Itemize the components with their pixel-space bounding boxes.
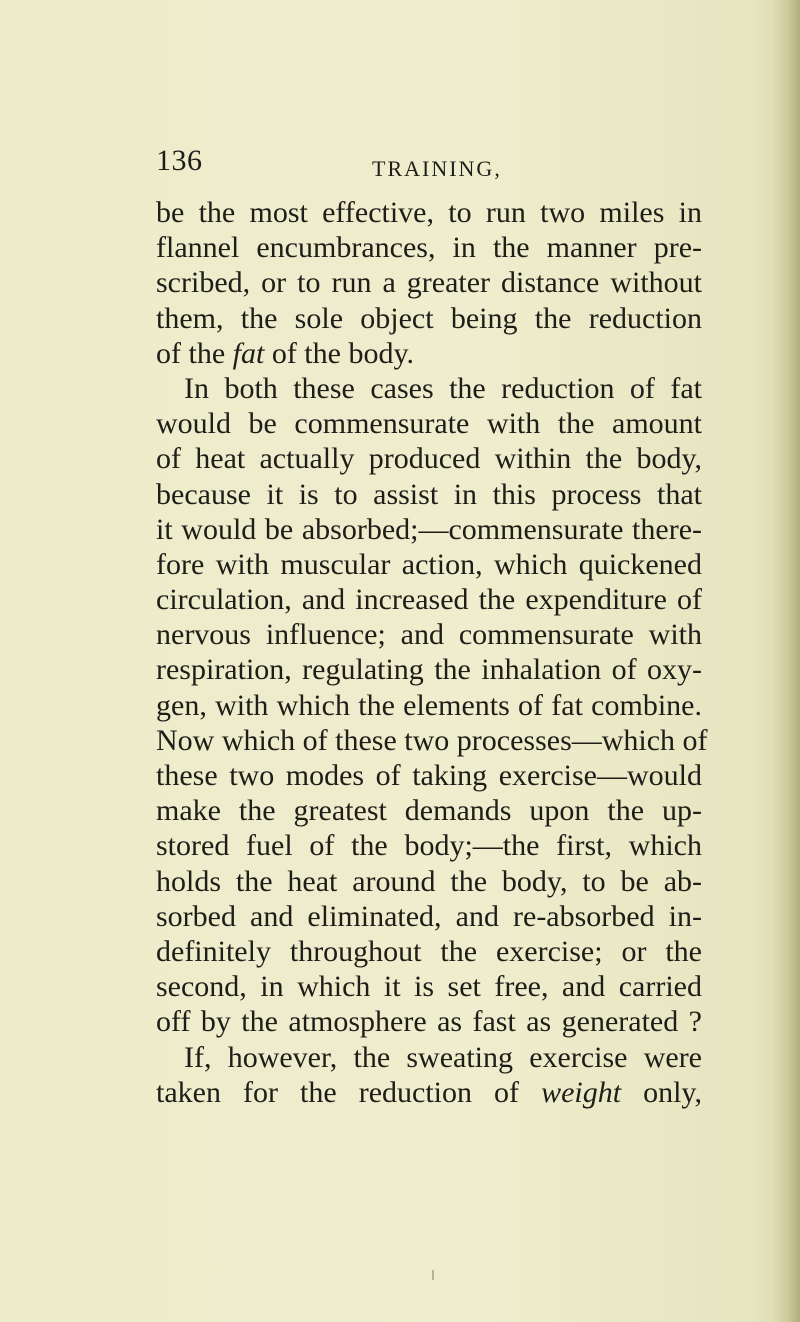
running-title: TRAINING, bbox=[372, 156, 502, 181]
text-line: because it is to assist in this process that bbox=[156, 477, 702, 511]
text-line: be the most effective, to run two miles in bbox=[156, 196, 702, 229]
text-line: stored fuel of the body;—the first, which bbox=[156, 829, 702, 863]
body-text bbox=[156, 195, 708, 1110]
italic-word: weight bbox=[541, 1075, 622, 1109]
text-line: respiration, regulating the inhalation of oxy- bbox=[156, 653, 702, 687]
text-segment: taken for the reduction of bbox=[156, 1075, 542, 1109]
text-line: definitely throughout the exercise; or the bbox=[156, 934, 702, 968]
text-line: make the greatest demands upon the up- bbox=[156, 794, 702, 828]
text-line bbox=[156, 336, 702, 371]
italic-word: fat bbox=[232, 336, 265, 370]
text-line bbox=[156, 1075, 702, 1110]
text-line: gen, with which the elements of fat combine. bbox=[156, 688, 702, 722]
text-line: Now which of these two processes—which of bbox=[156, 723, 708, 757]
text-line: them, the sole object being the reduction bbox=[156, 301, 702, 335]
text-line: sorbed and eliminated, and re-absorbed in- bbox=[156, 899, 702, 933]
text-line: it would be absorbed;—commensurate there- bbox=[156, 512, 702, 546]
text-line: off by the atmosphere as fast as generated ? bbox=[156, 1005, 702, 1039]
text-line: nervous influence; and commensurate with bbox=[156, 618, 702, 652]
text-line: In both these cases the reduction of fat bbox=[184, 371, 702, 405]
text-line: these two modes of taking exercise—would bbox=[156, 759, 702, 792]
text-line: holds the heat around the body, to be ab- bbox=[156, 864, 702, 898]
text-segment: only, bbox=[621, 1075, 702, 1109]
page-number: 136 bbox=[156, 144, 203, 177]
text-line: If, however, the sweating exercise were bbox=[184, 1040, 702, 1074]
paper-speck bbox=[432, 1270, 434, 1280]
text-line: would be commensurate with the amount bbox=[156, 407, 702, 441]
text-line: second, in which it is set free, and carried bbox=[156, 970, 702, 1004]
page-edge-shadow bbox=[772, 0, 800, 1322]
text-line: flannel encumbrances, in the manner pre- bbox=[156, 231, 702, 265]
text-line: fore with muscular action, which quickened bbox=[156, 547, 702, 581]
text-line: of heat actually produced within the body, bbox=[156, 442, 702, 476]
text-segment: of the bbox=[156, 336, 233, 370]
text-line: scribed, or to run a greater distance without bbox=[156, 266, 702, 300]
text-segment: of the body. bbox=[264, 336, 415, 370]
text-line: circulation, and increased the expenditure of bbox=[156, 583, 702, 617]
